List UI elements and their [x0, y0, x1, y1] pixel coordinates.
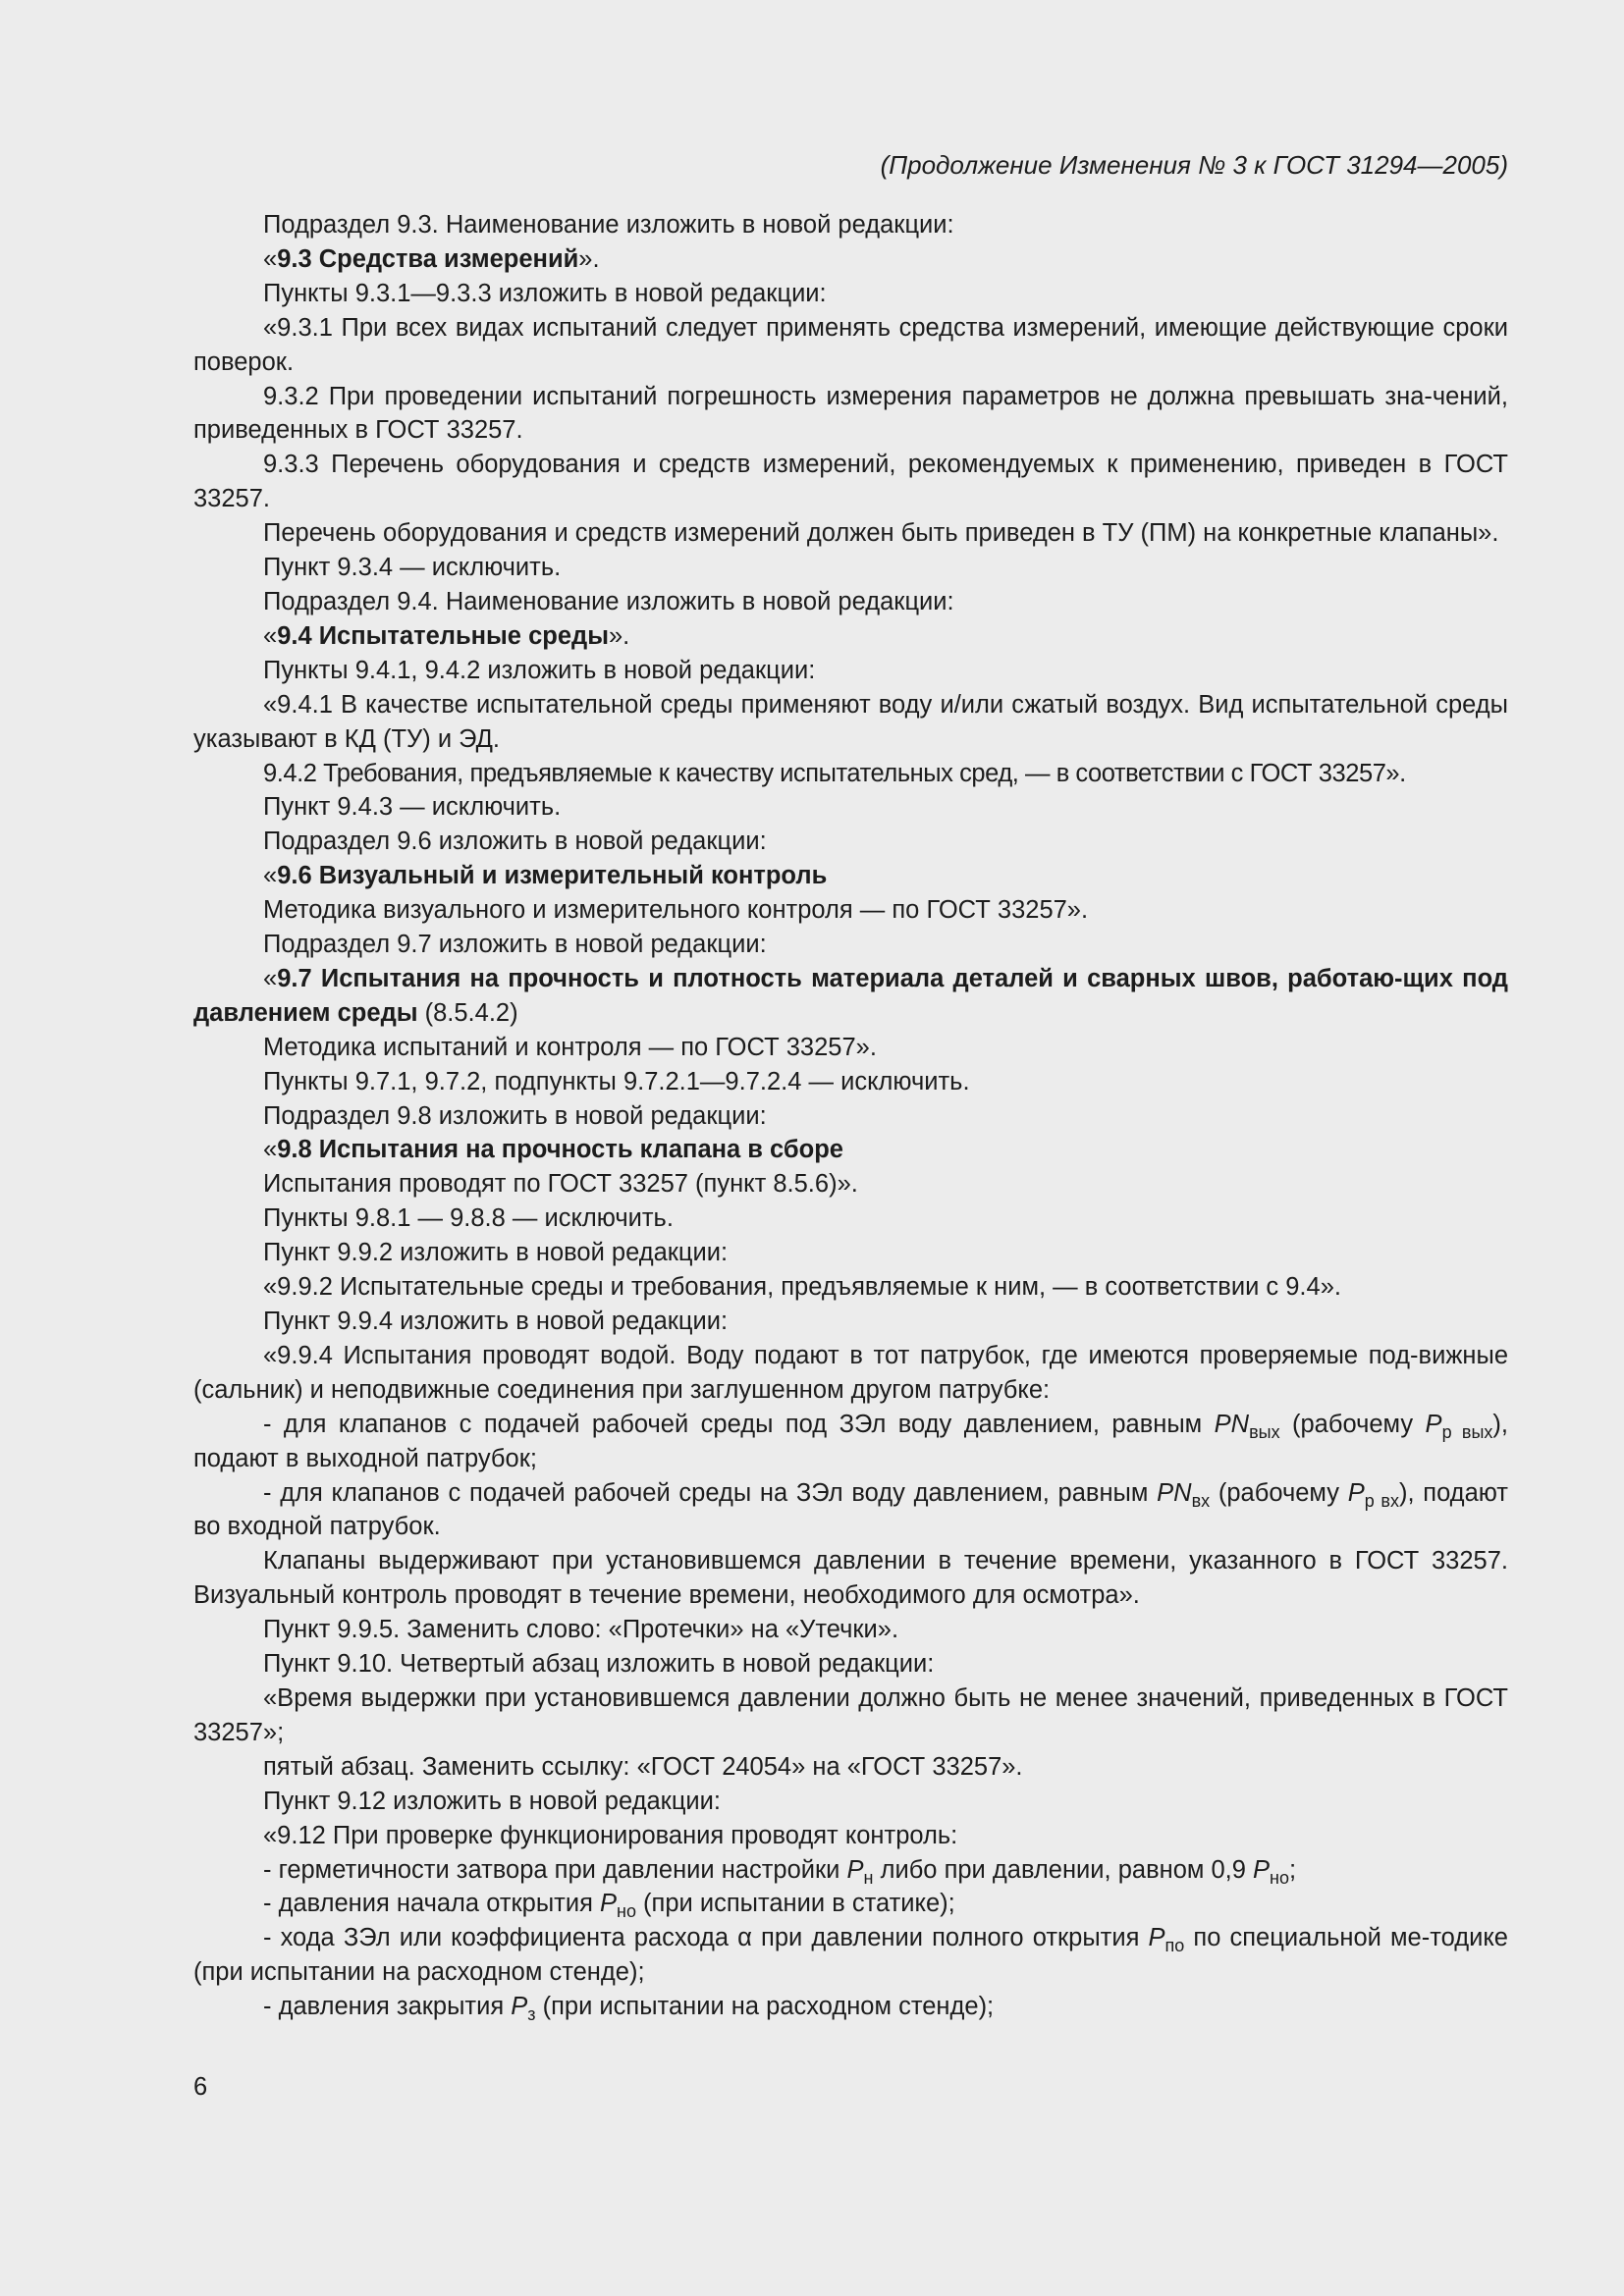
pressure-symbol: P — [1425, 1410, 1442, 1438]
heading-text: 9.4 Испытательные среды — [277, 621, 609, 650]
section-heading: «9.6 Визуальный и измерительный контроль — [263, 862, 828, 890]
paragraph: Пункты 9.7.1, 9.7.2, подпункты 9.7.2.1—9.7.2.4 — исключить. — [263, 1067, 970, 1095]
paragraph: 9.4.2 Требования, предъявляемые к качеству испытательных сред, — в соответствии с ГОСТ 33257». — [263, 759, 1406, 787]
paragraph: Пункт 9.4.3 — исключить. — [263, 793, 562, 822]
pressure-symbol: P — [599, 1890, 617, 1918]
paragraph: пятый абзац. Заменить ссылку: «ГОСТ 24054» на «ГОСТ 33257». — [263, 1752, 1023, 1781]
paragraph: «9.9.4 Испытания проводят водой. Воду подают в тот патрубок, где имеются проверяемые под-вижные (сальник) и неподвижные соединения при заглушенном другом патрубке: — [193, 1341, 1508, 1404]
paragraph: Методика испытаний и контроля — по ГОСТ 33257». — [263, 1033, 877, 1061]
paragraph: «9.4.1 В качестве испытательной среды применяют воду и/или сжатый воздух. Вид испытательной среды указывают в КД (ТУ) и ЭД. — [193, 690, 1508, 753]
paragraph: «9.9.2 Испытательные среды и требования, предъявляемые к ним, — в соответствии с 9.4». — [263, 1273, 1341, 1302]
heading-text: 9.6 Визуальный и измерительный контроль — [277, 862, 828, 890]
list-item: - для клапанов с подачей рабочей среды под ЗЭл воду давлением, равным $PN_{вых}$ (рабочему $P_{р вых}$), подают в выходной патрубок; — [193, 1410, 1508, 1472]
pressure-symbol: PN — [1157, 1478, 1192, 1507]
paragraph: Пункт 9.9.5. Заменить слово: «Протечки» на «Утечки». — [263, 1616, 899, 1644]
pressure-symbol: P — [1347, 1478, 1365, 1507]
section-heading: «9.3 Средства измерений». — [263, 244, 600, 273]
paragraph: 9.3.3 Перечень оборудования и средств измерений, рекомендуемых к применению, приведен в ГОСТ 33257. — [193, 451, 1508, 513]
paragraph: «Время выдержки при установившемся давлении должно быть не менее значений, приведенных в ГОСТ 33257»; — [193, 1683, 1508, 1746]
paragraph: Пункт 9.12 изложить в новой редакции: — [263, 1787, 722, 1815]
paragraph: Пункты 9.8.1 — 9.8.8 — исключить. — [263, 1204, 674, 1233]
paragraph: Подраздел 9.4. Наименование изложить в новой редакции: — [263, 587, 954, 615]
paragraph: Подраздел 9.8 изложить в новой редакции: — [263, 1101, 767, 1130]
paragraph: Перечень оборудования и средств измерений должен быть приведен в ТУ (ПМ) на конкретные клапаны». — [263, 519, 1499, 548]
pressure-symbol: PN — [1214, 1410, 1250, 1438]
pressure-symbol: P — [1148, 1924, 1165, 1952]
paragraph: Подраздел 9.7 изложить в новой редакции: — [263, 931, 767, 959]
heading-text: 9.8 Испытания на прочность клапана в сборе — [277, 1136, 843, 1164]
list-item: - герметичности затвора при давлении настройки $P_н$ либо при давлении, равном 0,9 $P_{но}$; — [263, 1855, 1297, 1888]
section-heading: «9.4 Испытательные среды». — [263, 621, 630, 650]
list-item: - для клапанов с подачей рабочей среды на ЗЭл воду давлением, равным $PN_{вх}$ (рабочему $P_{р вх}$), подают во входной патрубок. — [193, 1478, 1508, 1541]
paragraph: Пункты 9.4.1, 9.4.2 изложить в новой редакции: — [263, 656, 816, 684]
continuation-header: (Продолжение Изменения № 3 к ГОСТ 31294—2005) — [880, 150, 1508, 180]
list-item: - давления начала открытия $P_{но}$ (при испытании в статике); — [263, 1890, 955, 1922]
paragraph: Пункт 9.9.2 изложить в новой редакции: — [263, 1239, 729, 1267]
paragraph: Пункт 9.10. Четвертый абзац изложить в новой редакции: — [263, 1650, 935, 1679]
heading-text: 9.3 Средства измерений — [277, 244, 579, 273]
list-item: - хода ЗЭл или коэффициента расхода α при давлении полного открытия $P_{по}$ по специальной ме-тодике (при испытании на расходном стенде); — [193, 1924, 1508, 1987]
paragraph: Пункт 9.9.4 изложить в новой редакции: — [263, 1308, 729, 1335]
paragraph: Испытания проводят по ГОСТ 33257 (пункт 8.5.6)». — [263, 1170, 858, 1199]
pressure-symbol: P — [511, 1993, 528, 2021]
document-body — [193, 208, 1508, 2024]
paragraph: Пункт 9.3.4 — исключить. — [263, 554, 562, 582]
paragraph: Пункты 9.3.1—9.3.3 изложить в новой редакции: — [263, 279, 827, 307]
section-heading: «9.8 Испытания на прочность клапана в сборе — [263, 1136, 843, 1164]
paragraph: «9.3.1 При всех видах испытаний следует применять средства измерений, имеющие действующие сроки поверок. — [193, 313, 1508, 376]
pressure-symbol: P — [1253, 1855, 1271, 1884]
paragraph: Подраздел 9.3. Наименование изложить в новой редакции: — [263, 211, 954, 239]
paragraph: Подраздел 9.6 изложить в новой редакции: — [263, 828, 767, 856]
paragraph: Методика визуального и измерительного контроля — по ГОСТ 33257». — [263, 896, 1089, 925]
page-number: 6 — [193, 2073, 208, 2101]
heading-text: 9.7 Испытания на прочность и плотность материала деталей и сварных швов, работаю-щих под давлением среды — [193, 964, 1508, 1027]
section-heading: «9.7 Испытания на прочность и плотность материала деталей и сварных швов, работаю-щих под давлением среды (8.5.4.2) — [193, 964, 1508, 1027]
list-item: - давления закрытия $P_з$ (при испытании на расходном стенде); — [263, 1993, 995, 2025]
pressure-symbol: P — [846, 1855, 864, 1884]
paragraph: Клапаны выдерживают при установившемся давлении в течение времени, указанного в ГОСТ 33257. Визуальный контроль проводят в течение времени, необходимого для осмотра». — [193, 1547, 1508, 1610]
paragraph: 9.3.2 При проведении испытаний погрешность измерения параметров не должна превышать зна-чений, приведенных в ГОСТ 33257. — [193, 382, 1508, 445]
paragraph: «9.12 При проверке функционирования проводят контроль: — [263, 1821, 958, 1849]
